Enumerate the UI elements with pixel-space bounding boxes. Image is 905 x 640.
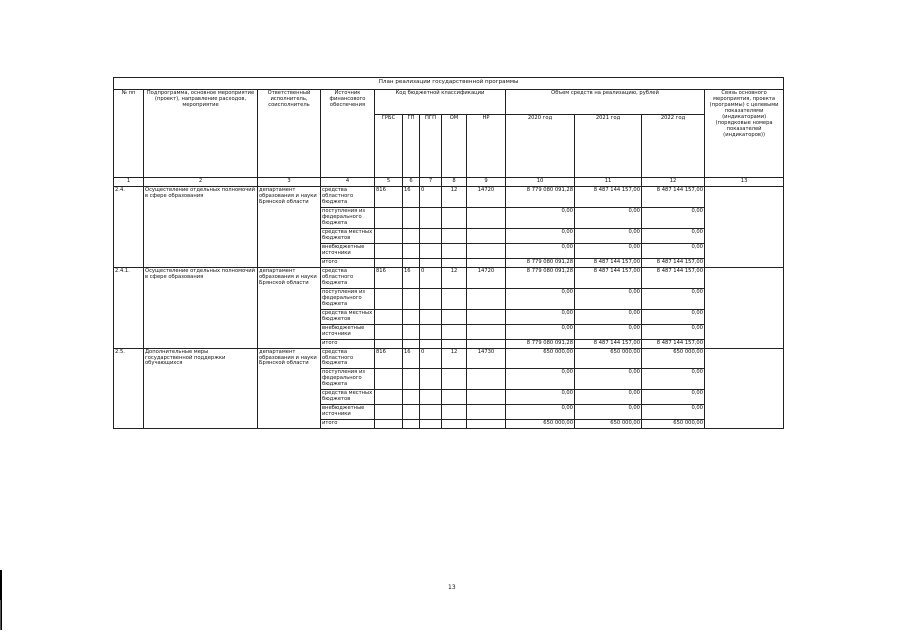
cell-2022: 8 487 144 157,00: [642, 258, 705, 267]
cell-grbs: [375, 390, 403, 405]
cell-grbs: [375, 228, 403, 243]
funding-source: средства областного бюджета: [321, 186, 375, 207]
page-number: 13: [448, 584, 456, 591]
cell-grbs: [375, 288, 403, 309]
cell-grbs: [375, 420, 403, 429]
cell-nr: [467, 420, 506, 429]
cell-2022: 0,00: [642, 405, 705, 420]
col-number: 9: [467, 178, 506, 187]
header-num: № пп: [114, 90, 144, 178]
cell-gp: [403, 288, 420, 309]
cell-om: [442, 369, 467, 390]
cell-nr: [467, 405, 506, 420]
header-volume: Объем средств на реализацию, рублей: [506, 90, 705, 115]
table-row: [114, 186, 784, 207]
funding-source: поступления из федерального бюджета: [321, 288, 375, 309]
cell-2020: 0,00: [506, 369, 575, 390]
cell-om: 12: [442, 267, 467, 288]
col-number: 6: [403, 178, 420, 187]
col-number: 3: [258, 178, 321, 187]
cell-2021: 0,00: [575, 324, 642, 339]
cell-2021: 0,00: [575, 390, 642, 405]
cell-pgp: [420, 324, 442, 339]
section-name: Осуществление отдельных полномочий в сфере образования: [144, 186, 258, 267]
cell-2022: 650 000,00: [642, 420, 705, 429]
cell-gp: [403, 324, 420, 339]
cell-om: 12: [442, 186, 467, 207]
cell-2021: 8 487 144 157,00: [575, 267, 642, 288]
cell-nr: [467, 288, 506, 309]
cell-2021: 0,00: [575, 228, 642, 243]
col-number: 5: [375, 178, 403, 187]
funding-source: средства областного бюджета: [321, 267, 375, 288]
cell-pgp: [420, 339, 442, 348]
cell-link: [705, 348, 784, 429]
cell-grbs: [375, 369, 403, 390]
cell-pgp: [420, 228, 442, 243]
cell-om: [442, 288, 467, 309]
col-number: 7: [420, 178, 442, 187]
cell-nr: [467, 243, 506, 258]
col-number: 12: [642, 178, 705, 187]
header-om: ОМ: [442, 115, 467, 178]
cell-grbs: [375, 309, 403, 324]
cell-2022: 650 000,00: [642, 348, 705, 369]
cell-om: [442, 390, 467, 405]
funding-source: итого: [321, 420, 375, 429]
cell-grbs: [375, 339, 403, 348]
cell-2021: 650 000,00: [575, 348, 642, 369]
cell-2021: 8 487 144 157,00: [575, 258, 642, 267]
cell-gp: [403, 339, 420, 348]
header-budget-code: Код бюджетной классификации: [375, 90, 506, 115]
cell-2020: 0,00: [506, 390, 575, 405]
cell-2022: 0,00: [642, 243, 705, 258]
header-2022: 2022 год: [642, 115, 705, 178]
section-number: 2.5.: [114, 348, 144, 429]
cell-link: [705, 267, 784, 348]
cell-nr: [467, 369, 506, 390]
cell-2020: 0,00: [506, 309, 575, 324]
cell-2021: 0,00: [575, 309, 642, 324]
cell-2022: 0,00: [642, 324, 705, 339]
cell-2022: 0,00: [642, 228, 705, 243]
cell-2022: 8 487 144 157,00: [642, 339, 705, 348]
table-row: [114, 267, 784, 288]
cell-gp: [403, 243, 420, 258]
table-caption: План реализации государственной программы: [114, 78, 784, 90]
cell-om: [442, 420, 467, 429]
cell-pgp: [420, 390, 442, 405]
cell-nr: [467, 228, 506, 243]
cell-pgp: [420, 258, 442, 267]
cell-om: [442, 405, 467, 420]
col-number: 13: [705, 178, 784, 187]
cell-2022: 0,00: [642, 288, 705, 309]
section-name: Дополнительные меры государственной поддержки обучающихся: [144, 348, 258, 429]
cell-2020: 0,00: [506, 324, 575, 339]
cell-2021: 8 487 144 157,00: [575, 339, 642, 348]
header-link: Связь основного мероприятия, проекта (программы) с целевыми показателями (индикаторами) (порядковые номера показателей (индикаторов)): [705, 90, 784, 178]
plan-table: [113, 77, 784, 429]
cell-link: [705, 186, 784, 267]
funding-source: поступления из федерального бюджета: [321, 369, 375, 390]
cell-pgp: [420, 405, 442, 420]
cell-grbs: [375, 324, 403, 339]
cell-pgp: [420, 243, 442, 258]
col-number: 11: [575, 178, 642, 187]
col-number: 10: [506, 178, 575, 187]
header-pgp: ПГП: [420, 115, 442, 178]
cell-2022: 0,00: [642, 309, 705, 324]
cell-om: [442, 309, 467, 324]
cell-om: [442, 324, 467, 339]
cell-pgp: [420, 288, 442, 309]
cell-nr: [467, 309, 506, 324]
section-responsible: департамент образования и науки Брянской области: [258, 348, 321, 429]
header-name: Подпрограмма, основное мероприятие (проект), направление расходов, мероприятие: [144, 90, 258, 178]
cell-grbs: 816: [375, 186, 403, 207]
cell-grbs: [375, 405, 403, 420]
cell-2022: 8 487 144 157,00: [642, 267, 705, 288]
cell-2020: 8 779 080 091,28: [506, 186, 575, 207]
section-responsible: департамент образования и науки Брянской области: [258, 186, 321, 267]
cell-nr: [467, 390, 506, 405]
funding-source: внебюджетные источники: [321, 324, 375, 339]
cell-gp: 16: [403, 267, 420, 288]
cell-gp: 16: [403, 348, 420, 369]
funding-source: поступления из федерального бюджета: [321, 207, 375, 228]
cell-nr: [467, 339, 506, 348]
cell-2021: 0,00: [575, 405, 642, 420]
section-number: 2.4.1.: [114, 267, 144, 348]
funding-source: средства местных бюджетов: [321, 309, 375, 324]
cell-gp: [403, 258, 420, 267]
cell-2021: 0,00: [575, 369, 642, 390]
cell-nr: [467, 324, 506, 339]
cell-nr: 14730: [467, 348, 506, 369]
cell-2021: 0,00: [575, 243, 642, 258]
cell-2022: 0,00: [642, 207, 705, 228]
cell-om: [442, 258, 467, 267]
cell-2020: 8 779 080 091,28: [506, 267, 575, 288]
scan-edge-mark-secondary: [0, 600, 1, 630]
cell-om: [442, 339, 467, 348]
cell-pgp: 0: [420, 267, 442, 288]
col-number: 8: [442, 178, 467, 187]
header-2021: 2021 год: [575, 115, 642, 178]
col-number: 4: [321, 178, 375, 187]
cell-nr: 14720: [467, 267, 506, 288]
cell-pgp: 0: [420, 348, 442, 369]
header-nr: НР: [467, 115, 506, 178]
cell-gp: [403, 207, 420, 228]
cell-pgp: [420, 420, 442, 429]
cell-gp: [403, 309, 420, 324]
cell-2020: 650 000,00: [506, 348, 575, 369]
header-2020: 2020 год: [506, 115, 575, 178]
cell-grbs: 816: [375, 267, 403, 288]
cell-pgp: [420, 207, 442, 228]
funding-source: внебюджетные источники: [321, 243, 375, 258]
cell-2020: 8 779 080 091,28: [506, 258, 575, 267]
cell-gp: [403, 405, 420, 420]
cell-pgp: [420, 369, 442, 390]
funding-source: средства областного бюджета: [321, 348, 375, 369]
header-responsible: Ответственный исполнитель, соисполнитель: [258, 90, 321, 178]
cell-grbs: 816: [375, 348, 403, 369]
section-responsible: департамент образования и науки Брянской области: [258, 267, 321, 348]
cell-nr: 14720: [467, 186, 506, 207]
cell-2021: 0,00: [575, 207, 642, 228]
cell-gp: [403, 369, 420, 390]
cell-nr: [467, 258, 506, 267]
cell-gp: [403, 420, 420, 429]
cell-2020: 650 000,00: [506, 420, 575, 429]
cell-grbs: [375, 258, 403, 267]
cell-gp: [403, 390, 420, 405]
cell-gp: [403, 228, 420, 243]
cell-2021: 8 487 144 157,00: [575, 186, 642, 207]
cell-2020: 0,00: [506, 228, 575, 243]
funding-source: внебюджетные источники: [321, 405, 375, 420]
cell-om: [442, 243, 467, 258]
cell-2021: 650 000,00: [575, 420, 642, 429]
cell-grbs: [375, 207, 403, 228]
header-gp: ГП: [403, 115, 420, 178]
cell-pgp: [420, 309, 442, 324]
cell-2021: 0,00: [575, 288, 642, 309]
funding-source: итого: [321, 258, 375, 267]
header-source: Источник финансового обеспечения: [321, 90, 375, 178]
cell-nr: [467, 207, 506, 228]
col-number: 2: [144, 178, 258, 187]
cell-grbs: [375, 243, 403, 258]
column-number-row: [114, 178, 784, 187]
header-grbs: ГРБС: [375, 115, 403, 178]
funding-source: итого: [321, 339, 375, 348]
cell-om: [442, 228, 467, 243]
cell-2020: 0,00: [506, 207, 575, 228]
cell-2022: 8 487 144 157,00: [642, 186, 705, 207]
section-number: 2.4.: [114, 186, 144, 267]
cell-om: 12: [442, 348, 467, 369]
funding-source: средства местных бюджетов: [321, 390, 375, 405]
cell-pgp: 0: [420, 186, 442, 207]
cell-2020: 8 779 080 091,28: [506, 339, 575, 348]
col-number: 1: [114, 178, 144, 187]
cell-om: [442, 207, 467, 228]
section-name: Осуществление отдельных полномочий в сфере образования: [144, 267, 258, 348]
cell-2022: 0,00: [642, 390, 705, 405]
cell-2020: 0,00: [506, 405, 575, 420]
cell-2020: 0,00: [506, 243, 575, 258]
cell-2022: 0,00: [642, 369, 705, 390]
cell-gp: 16: [403, 186, 420, 207]
table-row: [114, 348, 784, 369]
funding-source: средства местных бюджетов: [321, 228, 375, 243]
cell-2020: 0,00: [506, 288, 575, 309]
